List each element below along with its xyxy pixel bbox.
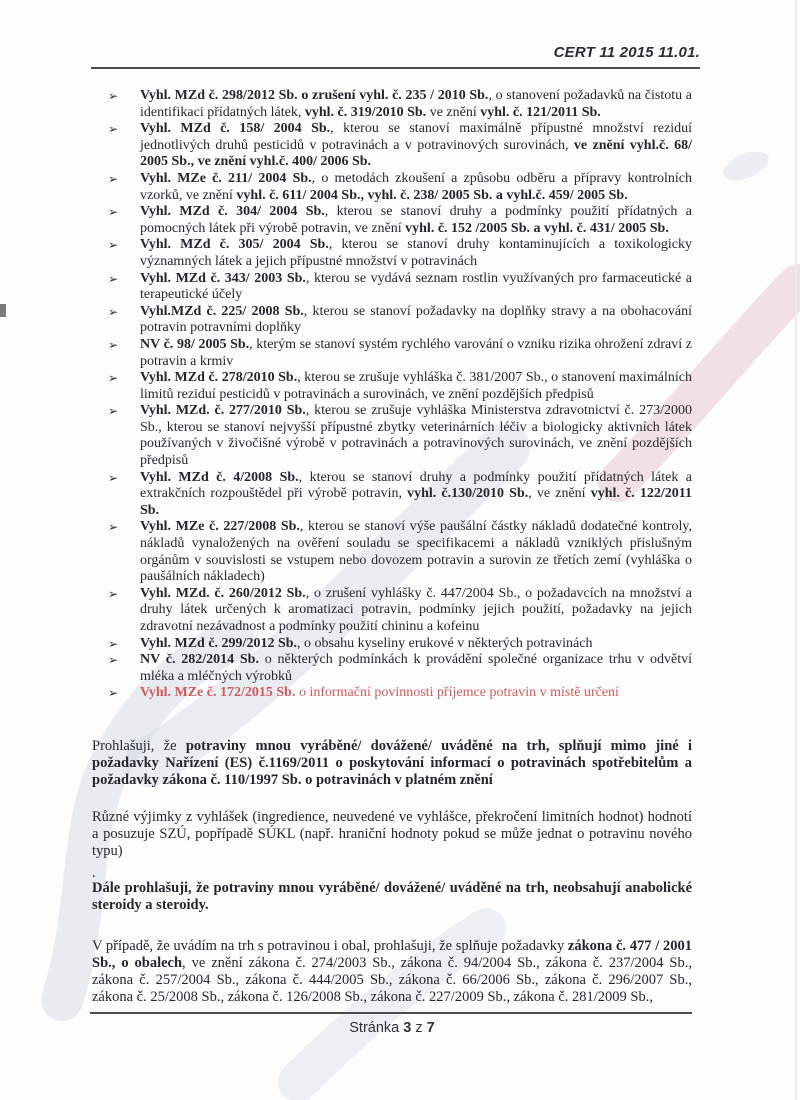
arrow-bullet-icon: ➢ (108, 371, 119, 386)
text-run: , kterou se stanoví maximálně přípustné množství reziduí jednotlivých druhů pesticidů v potravinách a v potravinových surovinách, (140, 121, 693, 153)
list-item-text (140, 519, 692, 584)
text-run-bold: Vyhl. MZe č. 172/2015 Sb. (140, 685, 296, 701)
list-item-text (140, 652, 692, 684)
arrow-bullet-icon: ➢ (108, 653, 119, 668)
text-run-bold: Vyhl. MZd č. 278/2010 Sb. (140, 370, 298, 386)
text-run-bold: potraviny mnou vyráběné/ dovážené/ uváděné na trh, splňují mimo jiné i požadavky Nařízení (ES) č.1169/2011 o poskytování informací o potravinách spotřebitelům a požadavky zákona č. 110/1997 Sb. o potravinách v platném znění (92, 738, 692, 788)
list-item (92, 685, 692, 702)
text-run-bold: NV č. 98/ 2005 Sb. (140, 336, 250, 352)
text-run: , kterou se stanoví požadavky na doplňky stravy a na obohacování potravin potravními doplňky (140, 303, 693, 336)
list-item (92, 470, 692, 520)
text-run-bold: Vyhl.MZd č. 225/ 2008 Sb. (140, 303, 304, 319)
text-run-bold: Vyhl. MZd. č. 277/2010 Sb. (140, 403, 306, 419)
text-run-bold: Dále prohlašuji, že potraviny mnou vyráběné/ dovážené/ uváděné na trh, neobsahují anabolické steroidy a steroidy. (92, 880, 692, 913)
text-run: V případě, že uvádím na trh s potravinou i obal, prohlašuji, že splňuje požadavky (92, 938, 568, 954)
text-run: , kterou se vydává seznam rostlin využívaných pro farmaceutické a terapeutické účely (140, 270, 692, 303)
list-item (92, 370, 692, 403)
footer-rule (90, 1012, 692, 1014)
arrow-bullet-icon: ➢ (108, 205, 119, 220)
text-run-bold: Vyhl. MZd č. 299/2012 Sb. (140, 635, 298, 651)
text-run-bold: zákona č. 477 / 2001 Sb., o obalech (92, 938, 692, 971)
text-run: Prohlašuji, že (92, 738, 186, 754)
text-run-bold: vyhl. č. 611/ 2004 Sb., vyhl. č. 238/ 2005 Sb. a vyhl.č. 459/ 2005 Sb. (236, 187, 628, 203)
text-run-bold: Vyhl. MZd č. 305/ 2004 Sb. (140, 237, 329, 253)
arrow-bullet-icon: ➢ (108, 122, 119, 137)
text-run: , kterou se zrušuje vyhláška Ministerstva zdravotnictví č. 273/2000 Sb., kterou se stanoví nejvyšší přípustné zbytky veterinárních léčiv a biologicky aktivních látek používaných v živočišné výrobě v potravinách a potravinových surovinách, ve znění pozdějších předpisů (140, 403, 692, 469)
list-item (92, 271, 692, 304)
list-item-text (140, 88, 692, 120)
text-run: , o obsahu kyseliny erukové v některých potravinách (297, 635, 593, 651)
list-item (92, 403, 692, 469)
list-item (92, 237, 692, 270)
text-run-bold: vyhl. č. 122/2011 Sb. (140, 486, 692, 518)
list-item (92, 337, 692, 370)
list-item-text (140, 337, 692, 369)
text-run: , kterou se stanoví výše paušální částky nákladů dodatečné kontroly, nákladů vynaložených na ověření souladu se specifikacemi a nákladů vzniklých příslušným orgánům v souvislosti se vstupem nebo dovozem potravin a surovin ze třetích zemí (vyhláška o paušálních nákladech) (140, 519, 692, 585)
text-run: Stránka (349, 1020, 404, 1036)
text-run: , o stanovení požadavků na čistotu a identifikaci přídatných látek, (140, 88, 692, 120)
text-run: , kterou se zrušuje vyhláška č. 381/2007 Sb., o stanovení maximálních limitů reziduí pesticidů v potravinách a surovinách, ve znění pozdějších předpisů (140, 370, 693, 402)
arrow-bullet-icon: ➢ (108, 238, 119, 253)
text-run-bold: Vyhl. MZd č. 158/ 2004 Sb. (140, 121, 331, 137)
declaration-foods-paragraph (92, 738, 692, 789)
text-run-bold: NV č. 282/2014 Sb. (140, 652, 259, 668)
list-item-text (140, 586, 692, 634)
list-item-text (140, 370, 692, 402)
list-item (92, 636, 692, 653)
list-item-text (140, 121, 692, 169)
list-item-text (140, 304, 692, 336)
text-run-bold: ve znění vyhl.č. 68/ 2005 Sb., ve znění vyhl.č. 400/ 2006 Sb. (140, 137, 692, 170)
arrow-bullet-icon: ➢ (108, 686, 119, 701)
list-item (92, 204, 692, 237)
text-run-bold: Vyhl. MZd. č. 260/2012 Sb. (140, 585, 306, 601)
declarations-section (92, 738, 692, 1006)
text-run-bold: vyhl. č.130/2010 Sb. (407, 486, 529, 502)
text-run-bold: Vyhl. MZd č. 4/2008 Sb. (140, 469, 299, 485)
list-item-text (140, 171, 692, 203)
arrow-bullet-icon: ➢ (108, 470, 119, 485)
text-run-bold: vyhl. č. 319/2010 Sb. (304, 104, 427, 120)
list-item (92, 586, 692, 636)
list-item (92, 88, 692, 121)
text-run: , kterým se stanoví systém rychlého varování o vzniku rizika ohrožení zdraví z potravin a krmiv (140, 336, 692, 369)
text-run-bold: Vyhl. MZd č. 298/2012 Sb. o zrušení vyhl. č. 235 / 2010 Sb. (140, 88, 489, 103)
arrow-bullet-icon: ➢ (108, 171, 119, 186)
text-run-bold: vyhl. č. 121/2011 Sb. (480, 104, 601, 120)
text-run: ve znění (426, 104, 481, 120)
scan-artifact-mark (0, 304, 6, 317)
arrow-bullet-icon: ➢ (108, 304, 119, 319)
text-run: , o metodách zkoušení a způsobu odběru a přípravy kontrolních vzorků, ve znění (140, 170, 693, 203)
list-item-text (140, 636, 593, 651)
arrow-bullet-icon: ➢ (108, 520, 119, 535)
text-run-bold: Vyhl. MZe č. 227/2008 Sb. (140, 519, 300, 535)
list-item (92, 519, 692, 585)
arrow-bullet-icon: ➢ (108, 89, 119, 103)
text-run-bold: vyhl. č. 152 /2005 Sb. a vyhl. č. 431/ 2005 Sb. (405, 220, 669, 236)
text-run: , o zrušení vyhlášky č. 447/2004 Sb., o požadavcích na množství a druhy látek určených k aromatizaci potravin, podmínky jejich použití, požadavky na jejich zdravotní nezávadnost a podmínky použití chininu a kofeinu (140, 585, 692, 634)
list-item-text (140, 237, 692, 269)
arrow-bullet-icon: ➢ (108, 337, 119, 352)
text-run: Různé výjimky z vyhlášek (ingredience, neuvedené ve vyhlášce, překročení limitních hodnot) hodnotí a posuzuje SZÚ, popřípadě SÚKL (např. hraniční hodnoty pokud se může jednat o potravinu nového typu) (92, 809, 692, 859)
packaging-paragraph (92, 938, 692, 1006)
exceptions-paragraph (92, 809, 692, 860)
text-run: , ve znění (528, 486, 591, 502)
text-run-bold: 7 (426, 1020, 435, 1036)
text-run: , kterou se stanoví druhy kontaminujících a toxikologicky významných látek a jejich přípustné množství v potravinách (140, 237, 692, 269)
text-run: o některých podmínkách k provádění společné organizace trhu v odvětví mléka a mléčných výrobků (140, 652, 692, 684)
list-item-text (140, 470, 692, 518)
list-item (92, 171, 692, 204)
list-item-text (140, 685, 619, 700)
list-item (92, 652, 692, 685)
text-run-bold: Vyhl. MZd č. 304/ 2004 Sb. (140, 204, 325, 220)
arrow-bullet-icon: ➢ (108, 404, 119, 419)
text-run: , kterou se stanoví druhy a podmínky použití přídatných látek a extrakčních rozpouštědel při výrobě potravin, (140, 469, 692, 502)
list-item-text (140, 271, 692, 303)
text-run-bold: Vyhl. MZe č. 211/ 2004 Sb. (140, 170, 312, 186)
text-run-bold: 3 (403, 1020, 412, 1036)
text-run-bold: Vyhl. MZd č. 343/ 2003 Sb. (140, 270, 306, 286)
regulation-list (92, 88, 692, 702)
text-run: z (411, 1020, 427, 1036)
arrow-bullet-icon: ➢ (108, 636, 119, 651)
header-cert-code: CERT 11 2015 11.01. (553, 44, 700, 61)
list-item (92, 304, 692, 337)
declaration-steroids-paragraph (92, 880, 692, 914)
text-run: , kterou se stanoví druhy a podmínky použití přídatných a pomocných látek při výrobě potravin, ve znění (140, 204, 692, 236)
header-rule (91, 67, 700, 69)
list-item (92, 121, 692, 171)
arrow-bullet-icon: ➢ (108, 271, 119, 286)
arrow-bullet-icon: ➢ (108, 586, 119, 601)
text-run: , ve znění zákona č. 274/2003 Sb., zákona č. 94/2004 Sb., zákona č. 237/2004 Sb., zákona č. 257/2004 Sb., zákona č. 444/2005 Sb., zákona č. 66/2006 Sb., zákona č. 296/2007 Sb., zákona č. 25/2008 Sb., zákona č. 126/2008 Sb., zákona č. 227/2009 Sb., zákona č. 281/2009 Sb., (92, 955, 692, 1005)
scan-edge-line (795, 0, 797, 1100)
list-item-text (140, 204, 692, 236)
stray-dot: . (92, 865, 96, 881)
text-run: o informační povinnosti příjemce potravin v místě určení (295, 685, 619, 701)
list-item-text (140, 403, 692, 468)
page-number (92, 1020, 692, 1036)
